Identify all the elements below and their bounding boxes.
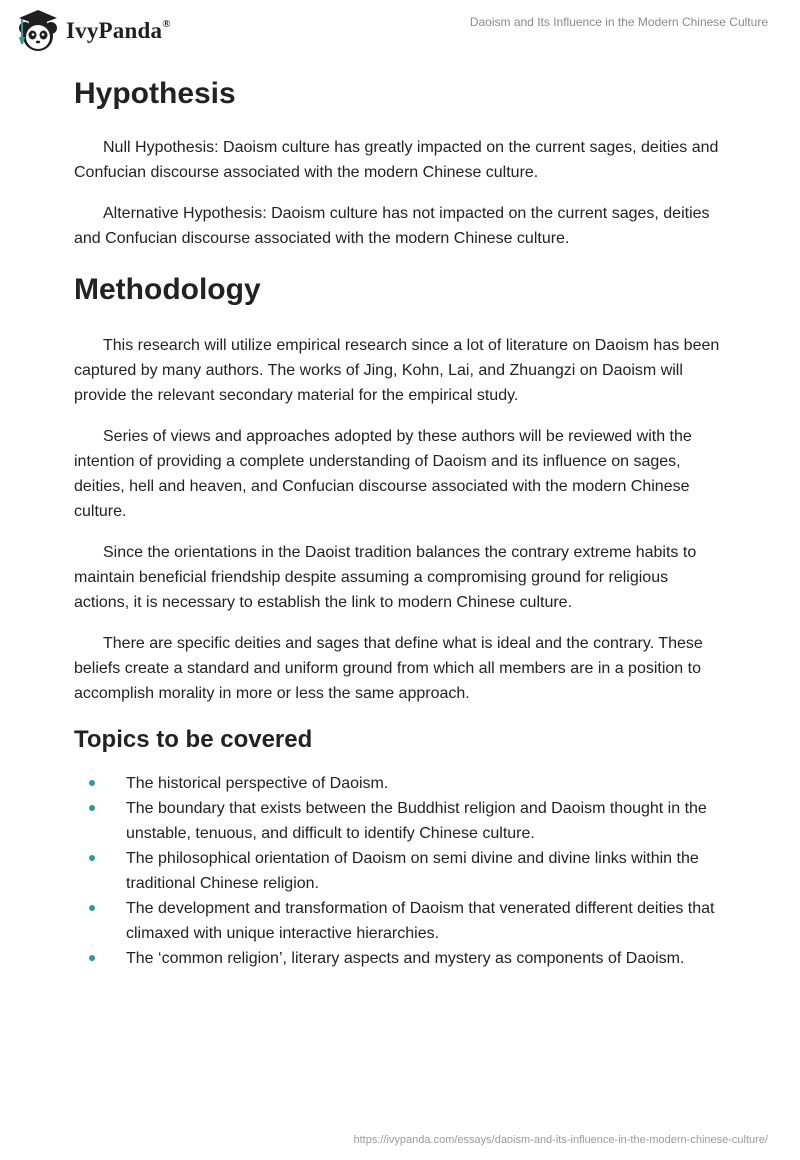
topics-list [74, 771, 726, 971]
methodology-paragraph: This research will utilize empirical research since a lot of literature on Daoism has been captured by many authors. The works of Jing, Kohn, Lai, and Zhuangzi on Daoism will provide the relevant secondary material for the empirical study. [74, 337, 720, 404]
essay-content [74, 72, 726, 971]
list-item-text: The historical perspective of Daoism. [126, 775, 389, 792]
running-title: Daoism and Its Influence in the Modern Chinese Culture [469, 15, 768, 29]
alternative-hypothesis-paragraph: Alternative Hypothesis: Daoism culture has not impacted on the current sages, deities and Confucian discourse associated with the modern Chinese culture. [74, 205, 710, 247]
registered-mark: ® [162, 18, 171, 31]
list-item [74, 846, 726, 896]
brand-name [66, 18, 171, 44]
list-item-text: The boundary that exists between the Buddhist religion and Daoism thought in the unstable, tenuous, and difficult to identify Chinese culture. [126, 800, 707, 842]
list-item [74, 771, 726, 796]
brand-logo[interactable] [14, 8, 171, 54]
bullet-icon [89, 955, 95, 961]
bullet-icon [89, 780, 95, 786]
bullet-icon [89, 905, 95, 911]
heading-topics: Topics to be covered [74, 726, 313, 753]
methodology-paragraph: Since the orientations in the Daoist tradition balances the contrary extreme habits to maintain beneficial friendship despite assuming a compromising ground for religious actions, it is necessary to establish the link to modern Chinese culture. [74, 544, 697, 611]
list-item [74, 896, 726, 946]
heading-hypothesis: Hypothesis [74, 77, 236, 110]
list-item [74, 796, 726, 846]
list-item-text: The philosophical orientation of Daoism on semi divine and divine links within the traditional Chinese religion. [126, 850, 699, 892]
brand-name-text: IvyPanda [66, 18, 163, 43]
methodology-paragraph: There are specific deities and sages that define what is ideal and the contrary. These beliefs create a standard and uniform ground from which all members are in a position to accomplish morality in more or less the same approach. [74, 635, 703, 702]
list-item-text: The development and transformation of Daoism that venerated different deities that climaxed with unique interactive hierarchies. [126, 900, 715, 942]
null-hypothesis-paragraph: Null Hypothesis: Daoism culture has greatly impacted on the current sages, deities and Confucian discourse associated with the modern Chinese culture. [74, 139, 719, 181]
list-item [74, 946, 726, 971]
methodology-paragraph: Series of views and approaches adopted by these authors will be reviewed with the intention of providing a complete understanding of Daoism and its influence on sages, deities, hell and heaven, and Confucian discourse associated with the modern Chinese culture. [74, 428, 692, 520]
heading-methodology: Methodology [74, 273, 261, 306]
list-item-text: The ‘common religion’, literary aspects and mystery as components of Daoism. [126, 950, 685, 967]
bullet-icon [89, 805, 95, 811]
source-url-link[interactable]: https://ivypanda.com/essays/daoism-and-its-influence-in-the-modern-chinese-culture/ [353, 1134, 768, 1146]
panda-graduate-icon [14, 8, 62, 54]
page-header [0, 0, 800, 64]
bullet-icon [89, 855, 95, 861]
